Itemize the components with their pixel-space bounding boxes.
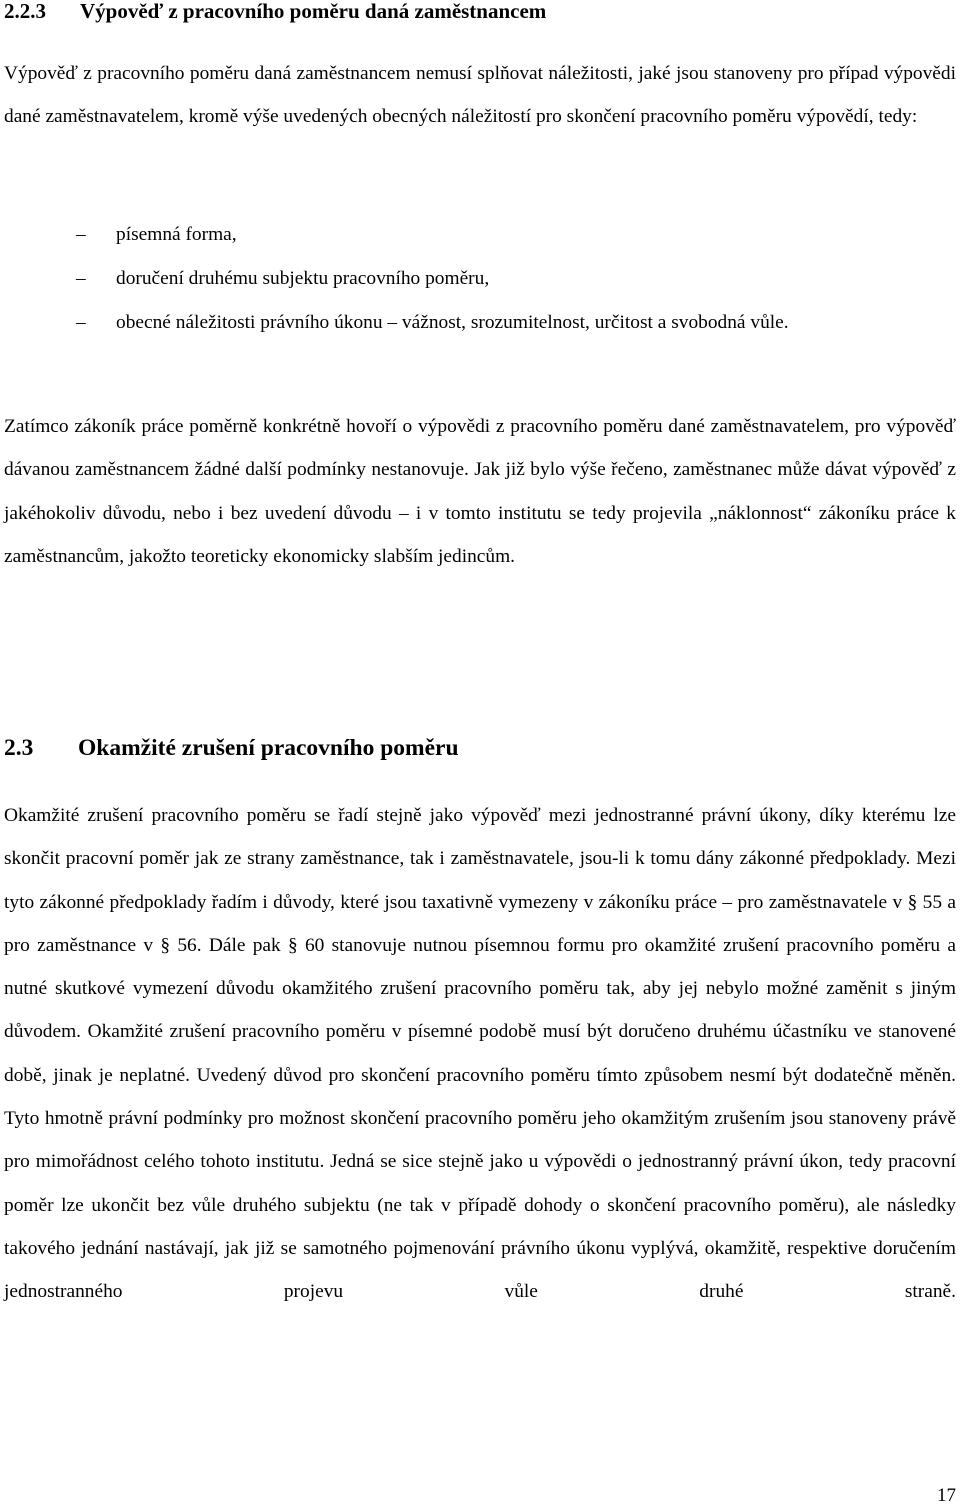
list-item: [4, 301, 956, 345]
list-item-text: písemná forma,: [116, 224, 237, 245]
intro-paragraph: Výpověď z pracovního poměru daná zaměstnancem nemusí splňovat náležitosti, jaké jsou stanoveny pro případ výpovědi dané zaměstnavatelem, kromě výše uvedených obecných náležitostí pro skončení pracovního poměru výpovědí, tedy:: [4, 63, 956, 128]
subsection-title: Výpověď z pracovního poměru daná zaměstnancem: [80, 0, 547, 23]
section-heading: [4, 730, 459, 766]
subsection-number: 2.2.3: [4, 0, 46, 23]
list-item-text: doručení druhému subjektu pracovního poměru,: [116, 268, 490, 289]
subsection-heading: [4, 0, 546, 26]
dash-marker: –: [76, 312, 86, 333]
requirements-list: [4, 213, 956, 345]
immediate-termination-paragraph: Okamžité zrušení pracovního poměru se řadí stejně jako výpověď mezi jednostranné právní úkony, díky kterému lze skončit pracovní poměr jak ze strany zaměstnance, tak i zaměstnavatele, jsou-li k tomu dány zákonné předpoklady. Mezi tyto zákonné předpoklady řadím i důvody, které jsou taxativně vymezeny v zákoníku práce – pro zaměstnavatele v § 55 a pro zaměstnance v § 56. Dále pak § 60 stanovuje nutnou písemnou formu pro okamžité zrušení pracovního poměru a nutné skutkové vymezení důvodu okamžitého zrušení pracovního poměru tak, aby jej nebylo možné zaměnit s jiným důvodem. Okamžité zrušení pracovního poměru v písemné podobě musí být doručeno druhému účastníku ve stanovené době, jinak je neplatné. Uvedený důvod pro skončení pracovního poměru tímto způsobem nesmí být dodatečně měněn. Tyto hmotně právní podmínky pro možnost skončení pracovního poměru jeho okamžitým zrušením jsou stanoveny právě pro mimořádnost celého tohoto institutu. Jedná se sice stejně jako u výpovědi o jednostranný právní úkon, tedy pracovní poměr lze ukončit bez vůle druhého subjektu (ne tak v případě dohody o skončení pracovního poměru), ale následky takového jednání nastávají, jak již se samotného pojmenování právního úkonu vyplývá, okamžitě, respektive doručením jednostranného projevu vůle druhé straně.: [4, 805, 956, 1303]
list-item-text: obecné náležitosti právního úkonu – vážnost, srozumitelnost, určitost a svobodná vůle.: [116, 312, 789, 333]
dash-marker: –: [76, 224, 86, 245]
list-item: [4, 213, 956, 257]
dash-marker: –: [76, 268, 86, 289]
section-number: 2.3: [4, 735, 34, 761]
page-number: 17: [937, 1485, 956, 1506]
employee-notice-paragraph: Zatímco zákoník práce poměrně konkrétně hovoří o výpovědi z pracovního poměru dané zaměstnavatelem, pro výpověď dávanou zaměstnancem žádné další podmínky nestanovuje. Jak již bylo výše řečeno, zaměstnanec může dávat výpověď z jakéhokoliv důvodu, nebo i bez uvedení důvodu – i v tomto institutu se tedy projevila „náklonnost“ zákoníku práce k zaměstnancům, jakožto teoreticky ekonomicky slabším jedincům.: [4, 416, 956, 567]
list-item: [4, 257, 956, 301]
section-title: Okamžité zrušení pracovního poměru: [78, 735, 459, 761]
